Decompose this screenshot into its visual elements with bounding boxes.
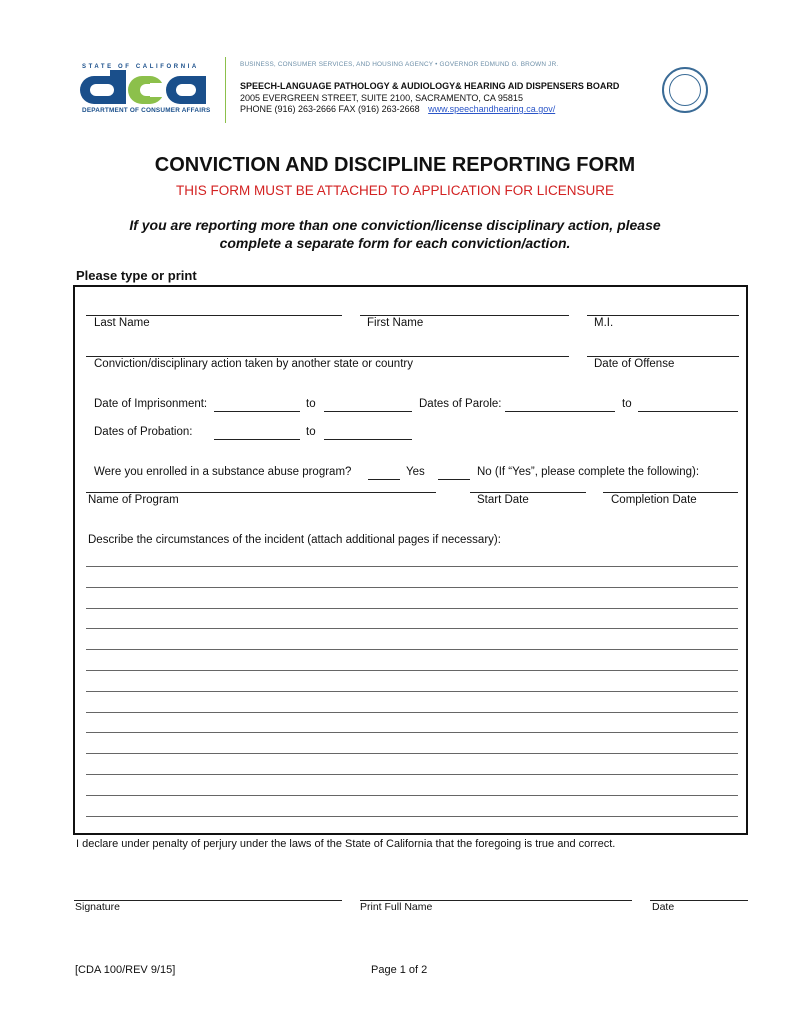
state-seal-icon — [662, 67, 708, 113]
signature-label: Signature — [75, 901, 120, 913]
imprisonment-from-field[interactable] — [214, 411, 300, 412]
conviction-action-field[interactable] — [86, 356, 569, 357]
to-label-1: to — [306, 398, 316, 410]
description-line[interactable] — [86, 587, 738, 588]
completion-date-label: Completion Date — [611, 494, 697, 506]
program-name-field[interactable] — [86, 492, 436, 493]
agency-line: BUSINESS, CONSUMER SERVICES, AND HOUSING AGENCY • GOVERNOR EDMUND G. BROWN JR. — [240, 61, 559, 68]
imprisonment-to-field[interactable] — [324, 411, 412, 412]
substance-question-label: Were you enrolled in a substance abuse program? — [94, 466, 352, 478]
description-line[interactable] — [86, 649, 738, 650]
start-date-field[interactable] — [470, 492, 586, 493]
page-number: Page 1 of 2 — [371, 964, 428, 976]
last-name-field[interactable] — [86, 315, 342, 316]
header-divider — [225, 57, 226, 123]
description-line[interactable] — [86, 691, 738, 692]
website-link[interactable]: www.speechandhearing.ca.gov/ — [428, 104, 556, 114]
instruction-line-2: complete a separate form for each conviction/action. — [219, 235, 571, 251]
description-line[interactable] — [86, 608, 738, 609]
parole-to-field[interactable] — [638, 411, 738, 412]
description-line[interactable] — [86, 732, 738, 733]
state-of-california-text: STATE OF CALIFORNIA — [82, 64, 199, 70]
no-label: No (If “Yes”, please complete the following): — [477, 466, 700, 478]
describe-label: Describe the circumstances of the incident (attach additional pages if necessary): — [88, 534, 501, 546]
instruction-line-1: If you are reporting more than one conviction/license disciplinary action, please — [129, 217, 661, 233]
description-line[interactable] — [86, 712, 738, 713]
conviction-action-label: Conviction/disciplinary action taken by another state or country — [94, 358, 413, 370]
description-line[interactable] — [86, 816, 738, 817]
date-imprisonment-label: Date of Imprisonment: — [94, 398, 208, 410]
dates-parole-label: Dates of Parole: — [419, 398, 502, 410]
completion-date-field[interactable] — [603, 492, 738, 493]
yes-blank[interactable] — [368, 479, 400, 480]
date-of-offense-label: Date of Offense — [594, 358, 675, 370]
seal-inner-ring — [669, 74, 701, 106]
probation-from-field[interactable] — [214, 439, 300, 440]
no-blank[interactable] — [438, 479, 470, 480]
description-line[interactable] — [86, 566, 738, 567]
board-address: 2005 EVERGREEN STREET, SUITE 2100, SACRAMENTO, CA 95815 — [240, 93, 523, 103]
form-title: CONVICTION AND DISCIPLINE REPORTING FORM — [154, 154, 636, 176]
to-label-2: to — [622, 398, 632, 410]
description-line[interactable] — [86, 774, 738, 775]
date-of-offense-field[interactable] — [587, 356, 739, 357]
form-id: [CDA 100/REV 9/15] — [75, 964, 176, 976]
description-line[interactable] — [86, 795, 738, 796]
declaration-text: I declare under penalty of perjury under the laws of the State of California that the foregoing is true and correct. — [76, 838, 616, 850]
department-name: DEPARTMENT OF CONSUMER AFFAIRS — [82, 107, 211, 114]
board-name: SPEECH-LANGUAGE PATHOLOGY & AUDIOLOGY& HEARING AID DISPENSERS BOARD — [240, 81, 620, 91]
please-type-label: Please type or print — [76, 268, 197, 283]
first-name-field[interactable] — [360, 315, 569, 316]
phone-fax-line — [240, 104, 555, 114]
instruction-note — [0, 216, 790, 252]
signature-date-label: Date — [652, 901, 675, 913]
description-line[interactable] — [86, 628, 738, 629]
mi-field[interactable] — [587, 315, 739, 316]
parole-from-field[interactable] — [505, 411, 615, 412]
description-line[interactable] — [86, 670, 738, 671]
description-line[interactable] — [86, 753, 738, 754]
to-label-3: to — [306, 426, 316, 438]
yes-label: Yes — [406, 466, 425, 478]
probation-to-field[interactable] — [324, 439, 412, 440]
print-name-label: Print Full Name — [360, 901, 433, 913]
program-name-label: Name of Program — [88, 494, 179, 506]
dates-probation-label: Dates of Probation: — [94, 426, 193, 438]
dca-logo-graphic — [80, 70, 210, 106]
phone-fax: PHONE (916) 263-2666 FAX (916) 263-2668 — [240, 104, 420, 114]
first-name-label: First Name — [367, 317, 424, 329]
form-subtitle: THIS FORM MUST BE ATTACHED TO APPLICATION FOR LICENSURE — [175, 183, 615, 198]
last-name-label: Last Name — [94, 317, 150, 329]
mi-label: M.I. — [594, 317, 614, 329]
start-date-label: Start Date — [477, 494, 529, 506]
